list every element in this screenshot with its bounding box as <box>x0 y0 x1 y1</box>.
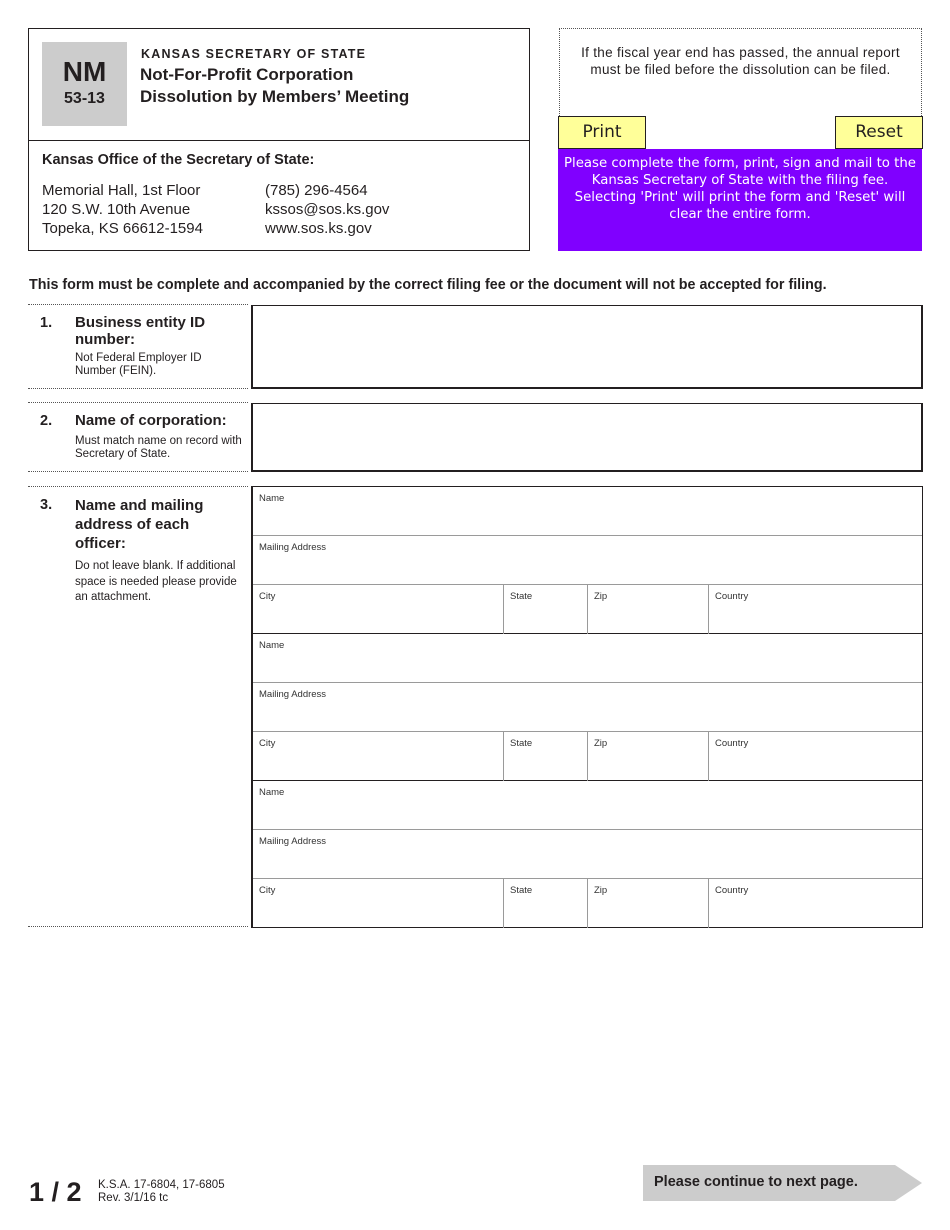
field-caption: Zip <box>594 738 608 749</box>
field-caption: Country <box>715 738 749 749</box>
officers-table <box>251 486 923 928</box>
officer-state-field[interactable] <box>503 732 587 781</box>
officer-location-row <box>253 585 922 634</box>
field-caption: State <box>510 885 533 896</box>
item-note-corp-name: Must match name on record with Secretary of State. <box>75 435 242 460</box>
officer-name-field[interactable] <box>253 781 922 830</box>
officer-zip-field[interactable] <box>587 879 708 928</box>
item-label-corp-name: Name of corporation: <box>75 412 227 429</box>
officer-address-field[interactable] <box>253 830 922 879</box>
field-caption: Name <box>259 640 285 651</box>
instructions-box: Please complete the form, print, sign and mail to the Kansas Secretary of State with the filing fee. Selecting 'Print' will print the form and 'Reset' will clear the entire form. <box>558 149 922 251</box>
officer-country-field[interactable] <box>708 879 923 928</box>
entity-id-input[interactable] <box>251 305 923 389</box>
field-caption: City <box>259 738 276 749</box>
officer-city-field[interactable] <box>253 879 503 928</box>
item-note-entity-id: Not Federal Employer ID Number (FEIN). <box>75 352 202 377</box>
officer-state-field[interactable] <box>503 879 587 928</box>
divider <box>28 388 248 389</box>
item-note-officers: Do not leave blank. If additional space is needed please provide an attachment. <box>75 560 237 603</box>
field-caption: State <box>510 738 533 749</box>
officer-block-1 <box>253 487 922 634</box>
field-caption: Country <box>715 885 749 896</box>
officer-zip-field[interactable] <box>587 732 708 781</box>
field-caption: Mailing Address <box>259 542 327 553</box>
officer-address-field[interactable] <box>253 536 922 585</box>
header-box <box>28 28 530 251</box>
agency-name: KANSAS SECRETARY OF STATE <box>141 47 367 61</box>
header-title-area <box>29 29 529 141</box>
officer-zip-field[interactable] <box>587 585 708 634</box>
ksa-citation: K.S.A. 17-6804, 17-6805 <box>98 1179 225 1191</box>
item-label-officers: Name and mailing address of each officer: <box>75 497 204 552</box>
divider <box>28 471 248 472</box>
field-caption: Name <box>259 493 285 504</box>
officer-country-field[interactable] <box>708 585 923 634</box>
form-title-line2: Dissolution by Members’ Meeting <box>140 87 410 106</box>
field-caption: Mailing Address <box>259 836 327 847</box>
divider <box>28 926 248 927</box>
continue-text: Please continue to next page. <box>654 1174 858 1190</box>
officer-name-field[interactable] <box>253 634 922 683</box>
field-caption: Name <box>259 787 285 798</box>
address-line3: Topeka, KS 66612-1594 <box>42 220 203 237</box>
officer-location-row <box>253 879 922 928</box>
reset-button[interactable]: Reset <box>835 116 923 149</box>
phone-number: (785) 296-4564 <box>265 182 368 199</box>
item-number: 2. <box>40 413 53 429</box>
officer-location-row <box>253 732 922 781</box>
office-heading: Kansas Office of the Secretary of State: <box>42 152 315 168</box>
field-caption: City <box>259 885 276 896</box>
officer-country-field[interactable] <box>708 732 923 781</box>
officer-address-field[interactable] <box>253 683 922 732</box>
officer-state-field[interactable] <box>503 585 587 634</box>
form-code-badge <box>42 42 127 126</box>
divider <box>28 402 248 403</box>
statute-reference <box>98 1179 225 1204</box>
officer-name-field[interactable] <box>253 487 922 536</box>
fiscal-year-notice: If the fiscal year end has passed, the annual report must be filed before the dissolution can be filed. <box>559 28 922 116</box>
website: www.sos.ks.gov <box>265 220 372 237</box>
corporation-name-input[interactable] <box>251 403 923 472</box>
continue-banner <box>643 1165 922 1201</box>
item-label-entity-id: Business entity ID number: <box>75 314 206 348</box>
divider <box>28 486 248 487</box>
filing-warning: This form must be complete and accompanied by the correct filing fee or the document will not be accepted for filing. <box>29 277 827 293</box>
form-code: NM <box>62 56 107 87</box>
revision-date: Rev. 3/1/16 tc <box>98 1191 169 1204</box>
officer-block-3 <box>253 781 922 927</box>
field-caption: Mailing Address <box>259 689 327 700</box>
field-caption: Zip <box>594 591 608 602</box>
officer-block-2 <box>253 634 922 781</box>
officer-city-field[interactable] <box>253 585 503 634</box>
form-title-line1: Not-For-Profit Corporation <box>140 65 354 84</box>
field-caption: Zip <box>594 885 608 896</box>
field-caption: State <box>510 591 533 602</box>
address-line1: Memorial Hall, 1st Floor <box>42 182 201 199</box>
field-caption: Country <box>715 591 749 602</box>
print-button[interactable]: Print <box>558 116 646 149</box>
email-address: kssos@sos.ks.gov <box>265 201 390 218</box>
address-line2: 120 S.W. 10th Avenue <box>42 201 191 218</box>
item-number: 1. <box>40 315 53 331</box>
page-number: 1 / 2 <box>29 1177 82 1207</box>
form-number: 53-13 <box>64 90 105 107</box>
officer-city-field[interactable] <box>253 732 503 781</box>
field-caption: City <box>259 591 276 602</box>
divider <box>28 304 248 305</box>
item-number: 3. <box>40 497 53 513</box>
